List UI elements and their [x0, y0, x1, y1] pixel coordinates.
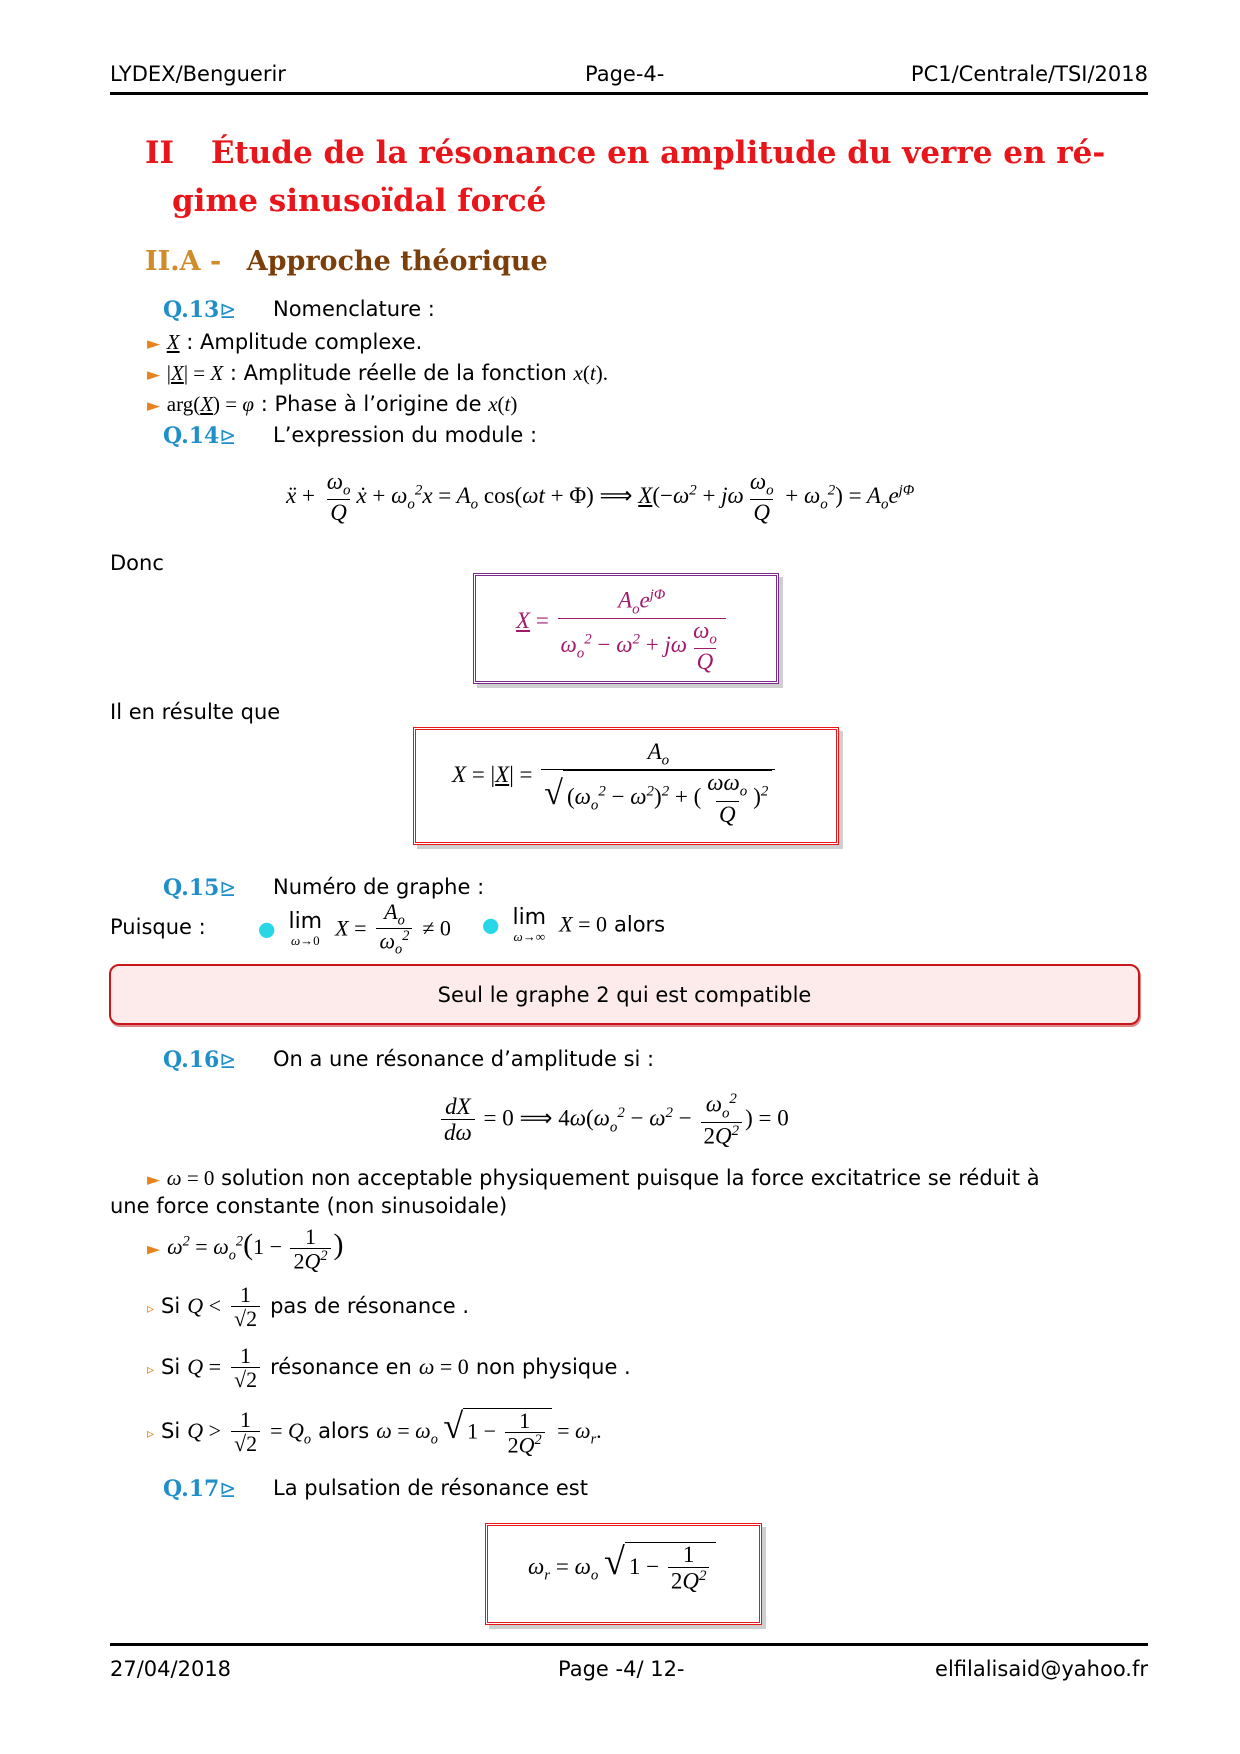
q16-text: On a une résonance d’amplitude si : — [273, 1047, 655, 1071]
header-right: PC1/Centrale/TSI/2018 — [910, 62, 1148, 86]
complex-amplitude-box — [473, 573, 779, 684]
q17-text: La pulsation de résonance est — [273, 1476, 588, 1500]
footer-page: Page -4/ 12- — [558, 1657, 685, 1681]
equation-motion: ẍ + $\frac{\omega_o}{Q}$ ẋ + $\omega_o^2x = A_o$ cos(ωt + Φ) ⟹ $X(-\omega^2 + j\omega$ $\frac{\omega_o}{Q}$ + $\omega_o^2) = A_oe^{j\Phi}$ — [286, 469, 915, 526]
question-15 — [163, 875, 485, 901]
question-14 — [163, 423, 538, 449]
bullet-phase: ► arg(X) = φ : Phase à l’origine de x(t) — [147, 392, 518, 416]
case-triangle-icon: ▹ — [147, 1362, 155, 1379]
derivative-equation: $\frac{dX}{d\omega}$ = 0 ⟹ $4\omega(\omega_o^2 - \omega^2$ − $\frac{\omega_o^2}{2Q^2}$ ) = 0 — [438, 1092, 789, 1149]
compatible-graph-text: Seul le graphe 2 qui est compatible — [437, 982, 812, 1007]
section-number: II — [145, 135, 175, 171]
subsection-title — [145, 246, 548, 277]
bullet-omega-zero-cont: une force constante (non sinusoidale) — [110, 1194, 508, 1218]
subsection-number: II.A - — [145, 246, 222, 277]
bullet-arrow-icon: ► — [147, 365, 161, 385]
bullet-arrow-icon: ► — [147, 396, 161, 416]
q14-text: L’expression du module : — [273, 423, 538, 447]
section-title — [145, 135, 1105, 171]
page-header — [110, 62, 1148, 92]
question-17 — [163, 1476, 588, 1502]
question-16 — [163, 1047, 655, 1073]
compatible-graph-box — [109, 964, 1140, 1025]
case-no-resonance: ▹ Si Q < $\frac{1}{√2}$ pas de résonance . — [147, 1282, 470, 1332]
text-puisque: Puisque : — [110, 915, 206, 939]
resonance-frequency-formula: $\omega_r = \omega_o$ √ 1 − $\frac{1}{2Q^2}$ — [528, 1540, 716, 1594]
bullet-dot-icon: ● — [482, 912, 500, 937]
complex-amplitude-formula: X = $A_oe^{j\Phi}$ $\omega_o^2 - \omega^2 + j\omega$ $\frac{\omega_o}{Q}$ — [516, 588, 729, 675]
limit-zero: ● lim ω→0 X = $\frac{A_o}{\omega_o^2}$ ≠ 0 — [258, 899, 451, 959]
section-title-line1: Étude de la résonance en amplitude du verre en ré- — [210, 135, 1106, 171]
bullet-arrow-icon: ► — [147, 334, 161, 354]
bullet-arrow-icon: ► — [147, 1239, 161, 1260]
q15-label: Q.15⊵ — [163, 875, 237, 901]
bullet-omega-zero: ► ω = 0 solution non acceptable physiquement puisque la force excitatrice se réduit à — [147, 1166, 1040, 1190]
text-donc: Donc — [110, 551, 164, 575]
footer-email: elfilalisaid@yahoo.fr — [935, 1657, 1148, 1681]
case-triangle-icon: ▹ — [147, 1426, 155, 1442]
q15-text: Numéro de graphe : — [273, 875, 485, 899]
q16-label: Q.16⊵ — [163, 1047, 237, 1073]
bullet-real-amplitude: ► |X| = X : Amplitude réelle de la fonction x(t). — [147, 361, 608, 385]
text-il-en-resulte: Il en résulte que — [110, 700, 281, 724]
q13-label: Q.13⊵ — [163, 297, 237, 323]
bullet-omega-squared: ► $\omega^2 = \omega_o^2(1$ − $\frac{1}{2Q^2}$ ) — [147, 1224, 344, 1274]
section-title-line2: gime sinusoïdal forcé — [172, 183, 547, 219]
subsection-label: Approche théorique — [246, 246, 548, 277]
bullet-dot-icon: ● — [258, 916, 276, 941]
real-amplitude-formula: X = |X| = $A_o$ √ $(\omega_o^2 - \omega^2)^2$ + ( $\frac{\omega\omega_o}{Q}$ )$^2$ — [452, 740, 778, 827]
header-center: Page-4- — [585, 62, 665, 86]
footer-rule — [110, 1643, 1148, 1646]
limit-infinity: ● lim ω→∞ X = 0 alors — [482, 905, 666, 945]
real-amplitude-box — [413, 727, 839, 845]
page-footer — [110, 1657, 1148, 1687]
q13-text: Nomenclature : — [273, 297, 435, 321]
footer-date: 27/04/2018 — [110, 1657, 232, 1681]
header-rule — [110, 92, 1148, 95]
bullet-arrow-icon: ► — [147, 1170, 161, 1190]
bullet-complex-amplitude: ► X : Amplitude complexe. — [147, 330, 423, 354]
case-triangle-icon: ▹ — [147, 1301, 155, 1318]
question-13 — [163, 297, 435, 323]
case-limit-resonance: ▹ Si Q = $\frac{1}{√2}$ résonance en ω = 0 non physique . — [147, 1343, 631, 1393]
resonance-frequency-box — [485, 1523, 762, 1625]
q14-label: Q.14⊵ — [163, 423, 237, 449]
q17-label: Q.17⊵ — [163, 1476, 237, 1502]
case-resonance: ▹ Si Q > $\frac{1}{√2}$ = $Q_o$ alors $\omega = \omega_o$ √ 1 − $\frac{1}{2Q^2}$ = $\omega_r$. — [147, 1406, 602, 1458]
header-left: LYDEX/Benguerir — [110, 62, 286, 86]
